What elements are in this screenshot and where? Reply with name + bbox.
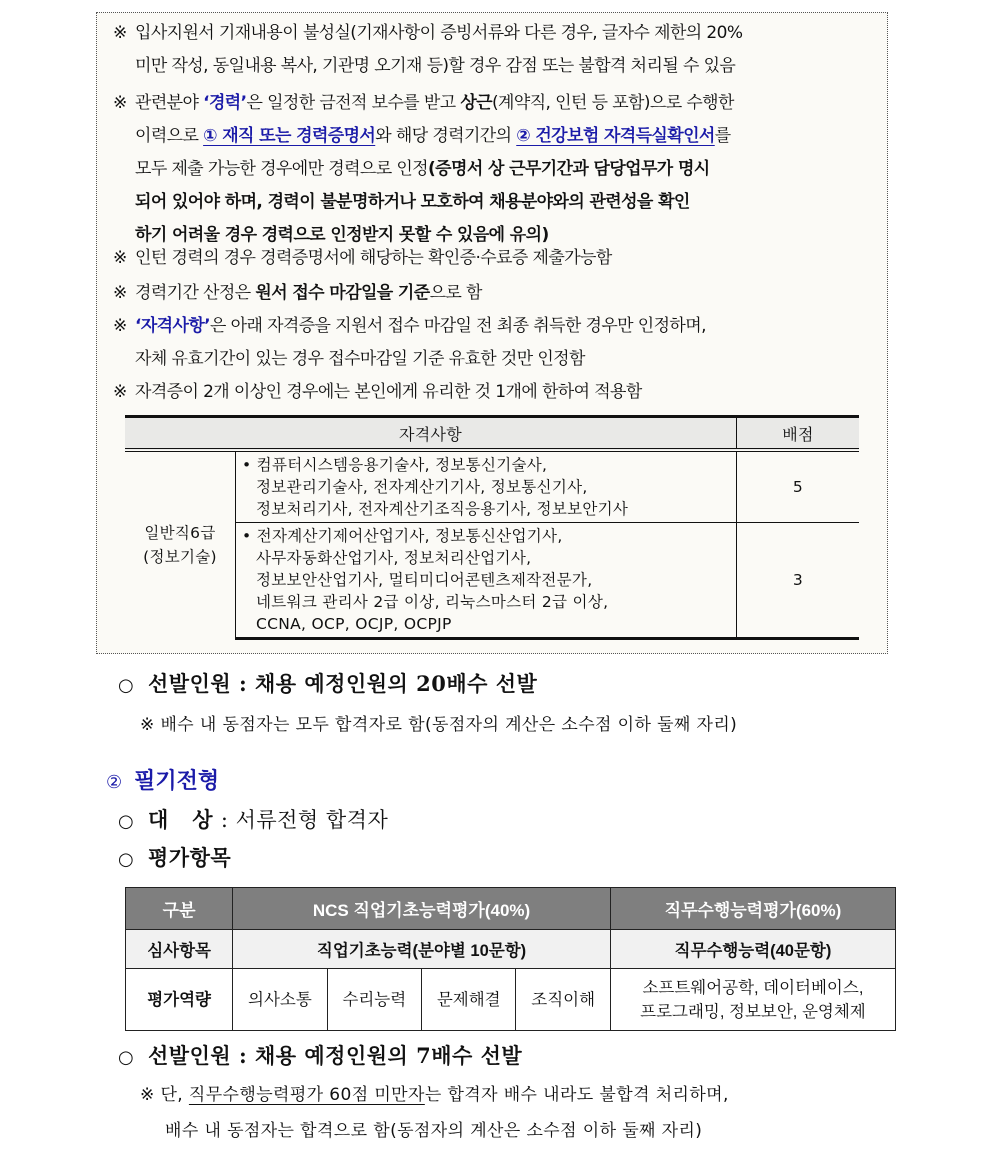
table-row: 심사항목 직업기초능력(분야별 10문항) 직무수행능력(40문항)	[126, 930, 896, 969]
written-selection-count: ○ 선발인원 : 채용 예정인원의 7배수 선발	[118, 1043, 523, 1068]
bullet-circle-icon: ○	[118, 849, 135, 870]
bullet-circle-icon: ○	[118, 675, 135, 696]
table-row: 평가역량 의사소통 수리능력 문제해결 조직이해 소프트웨어공학, 데이터베이스, 프로그래밍, 정보보안, 운영체제	[126, 969, 896, 1031]
evaluation-table	[125, 887, 896, 1031]
required-doc-employment-certificate: ① 재직 또는 경력증명서	[203, 126, 376, 146]
header-score: 배점	[737, 417, 860, 451]
note-multiple-certificates: ※ 자격증이 2개 이상인 경우에는 본인에게 유리한 것 1개에 한하여 적용함	[113, 382, 642, 402]
written-selection-note: ※ 단, 직무수행능력평가 60점 미만자는 합격자 배수 내라도 불합격 처리하며,	[140, 1085, 729, 1105]
certificate-score-table	[125, 415, 859, 640]
note-intern-career: ※ 인턴 경력의 경우 경력증명서에 해당하는 확인증·수료증 제출가능함	[113, 248, 612, 268]
doc-selection-count: ○ 선발인원 : 채용 예정인원의 20배수 선발	[118, 671, 538, 696]
doc-selection-note: ※ 배수 내 동점자는 모두 합격자로 함(동점자의 계산은 소수점 이하 둘째 자리)	[140, 715, 738, 735]
required-doc-health-insurance: ② 건강보험 자격득실확인서	[516, 126, 715, 146]
table-row	[125, 523, 859, 639]
certificate-list: • 컴퓨터시스템응용기술사, 정보통신기술사, 정보관리기술사, 전자계산기기사, 정보통신기사, 정보처리기사, 전자계산기조직응용기사, 정보보안기사	[236, 450, 737, 523]
career-term: ‘경력’	[203, 93, 247, 113]
note-career-period: ※ 경력기간 산정은 원서 접수 마감일을 기준으로 함	[113, 283, 482, 303]
certificate-list: • 전자계산기제어산업기사, 정보통신산업기사, 사무자동화산업기사, 정보처리산업기사, 정보보안산업기사, 멀티미디어콘텐츠제작전문가, 네트워크 관리사 2급 이상, 리눅스마스터 2급 이상, CCNA, OCP, OCJP, OCPJP	[236, 523, 737, 639]
note-qualification: ※ ‘자격사항’은 아래 자격증을 지원서 접수 마감일 전 최종 취득한 경우만 인정하며, 자체 유효기간이 있는 경우 접수마감일 기준 유효한 것만 인정함	[113, 316, 706, 369]
bullet-circle-icon: ○	[118, 1047, 135, 1068]
bullet-circle-icon: ○	[118, 811, 135, 832]
score-value: 5	[737, 450, 860, 523]
header-qualification: 자격사항	[125, 417, 737, 451]
score-value: 3	[737, 523, 860, 639]
table-row	[125, 450, 859, 523]
minimum-score-condition: 직무수행능력평가 60점 미만자	[188, 1085, 425, 1105]
qualification-term: ‘자격사항’	[135, 316, 211, 336]
section-title-written-exam: ② 필기전형	[106, 769, 220, 794]
note-application-integrity: ※ 입사지원서 기재내용이 불성실(기재사항이 증빙서류와 다른 경우, 글자수 제한의 20% 미만 작성, 동일내용 복사, 기관명 오기재 등)할 경우 감점 또는 불합격 처리될 수 있음	[113, 23, 743, 76]
written-selection-note-line2: 배수 내 동점자는 합격으로 함(동점자의 계산은 소수점 이하 둘째 자리)	[165, 1121, 703, 1141]
written-exam-target: ○ 대 상 : 서류전형 합격자	[118, 808, 389, 832]
table-row: 구분 NCS 직업기초능력평가(40%) 직무수행능력평가(60%)	[126, 888, 896, 930]
written-exam-eval-items: ○ 평가항목	[118, 845, 232, 870]
notice-box	[96, 12, 888, 654]
job-category: 일반직6급 (정보기술)	[125, 450, 236, 639]
note-career-definition: ※ 관련분야 ‘경력’은 일정한 금전적 보수를 받고 상근(계약직, 인턴 등 포함)으로 수행한 이력으로 ① 재직 또는 경력증명서와 해당 경력기간의 ② 건강보험 자격득실확인서를 모두 제출 가능한 경우에만 경력으로 인정(증명서 상 근무기간과 담당업무가 명시 되어 있어야 하며, 경력이 불분명하거나 모호하여 채용분야와의 관련성을 확인 하기 어려울 경우 경력으로 인정받지 못할 수 있음에 유의)	[113, 93, 734, 245]
